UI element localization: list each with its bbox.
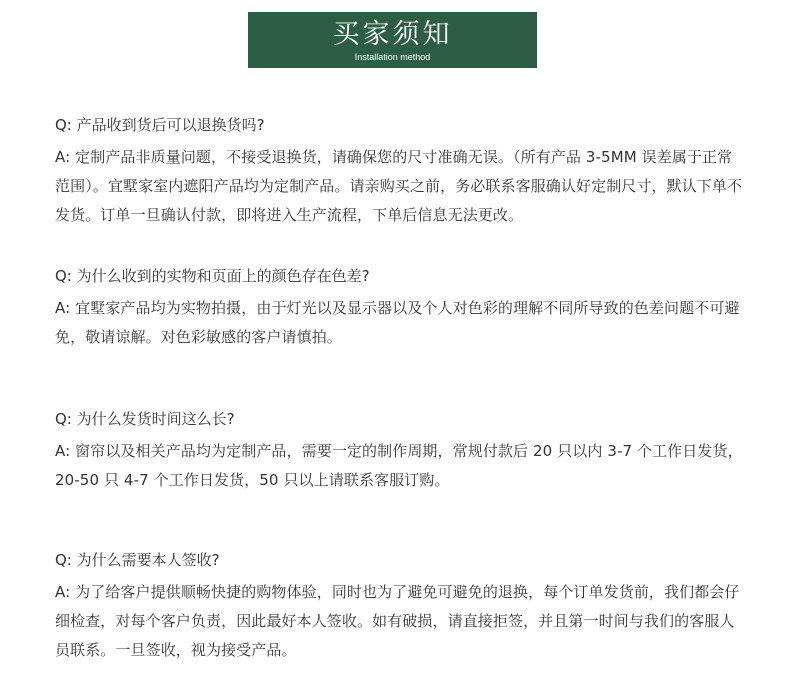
faq-item-color-difference <box>55 265 745 352</box>
faq-item-signature <box>55 549 745 665</box>
page-title: 买家须知 <box>332 19 453 50</box>
faq-answer: A: 宜墅家产品均为实物拍摄，由于灯光以及显示器以及个人对色彩的理解不同所导致的色差问题不可避免，敬请谅解。对色彩敏感的客户请慎拍。 <box>55 299 740 346</box>
faq-item-shipping-time <box>55 408 745 495</box>
faq-answer: A: 为了给客户提供顺畅快捷的购物体验，同时也为了避免可避免的退换，每个订单发货前，我们都会仔细检查，对每个客户负责，因此最好本人签收。如有破损，请直接拒签，并且第一时间与我们的客服人员联系。一旦签收，视为接受产品。 <box>55 583 740 659</box>
faq-question: Q: 产品收到货后可以退换货吗? <box>55 116 265 134</box>
faq-question: Q: 为什么收到的实物和页面上的颜色存在色差? <box>55 267 370 285</box>
faq-answer: A: 定制产品非质量问题，不接受退换货，请确保您的尺寸准确无误。（所有产品 3-5MM 误差属于正常范围）。宜墅家室内遮阳产品均为定制产品。请亲购买之前，务必联系客服确认好定制尺寸，默认下单不发货。订单一旦确认付款，即将进入生产流程，下单后信息无法更改。 <box>55 148 743 224</box>
faq-question: Q: 为什么发货时间这么长? <box>55 410 235 428</box>
faq-answer: A: 窗帘以及相关产品均为定制产品，需要一定的制作周期，常规付款后 20 只以内 3-7 个工作日发货，20-50 只 4-7 个工作日发货，50 只以上请联系客服订购。 <box>55 442 743 489</box>
page-subtitle: Installation method <box>354 52 431 62</box>
faq-question: Q: 为什么需要本人签收? <box>55 551 220 569</box>
header-banner <box>248 12 537 68</box>
faq-item-returns <box>55 114 745 230</box>
